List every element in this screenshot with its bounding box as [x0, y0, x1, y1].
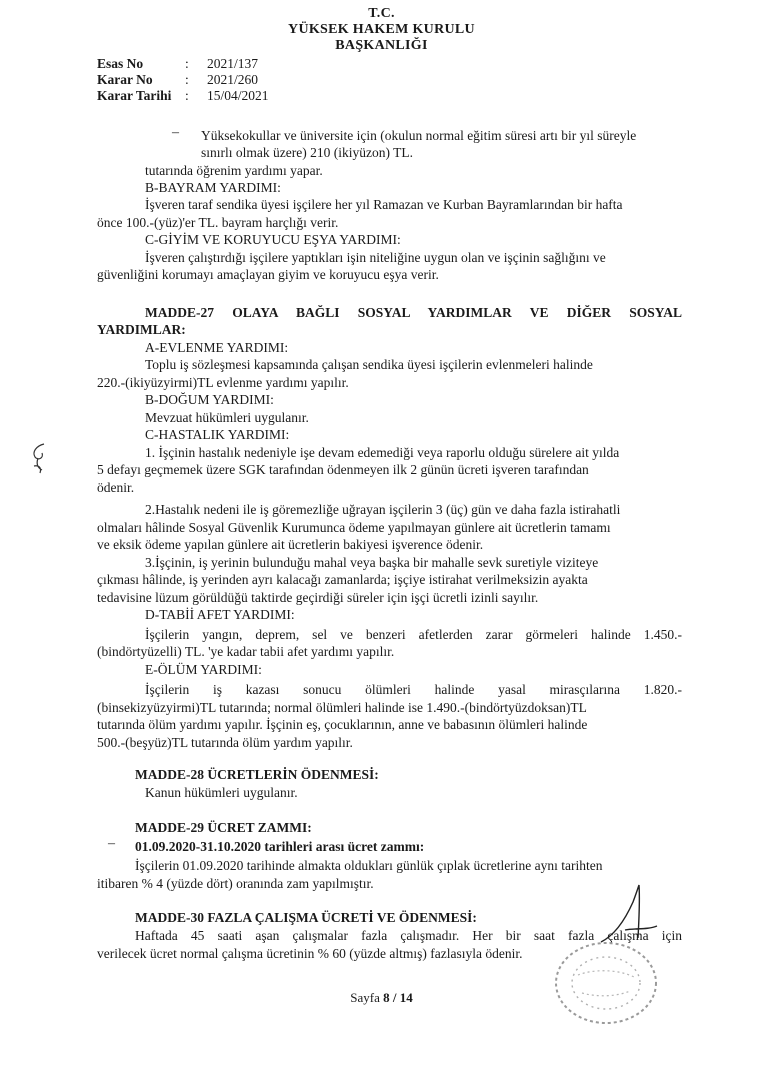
- text-line: 3.İşçinin, iş yerinin bulunduğu mahal veya başka bir mahalle sevk suretiyle viziteye: [145, 555, 599, 570]
- text-line: İşveren taraf sendika üyesi işçilere her yıl Ramazan ve Kurban Bayramlarından bir hafta: [145, 197, 623, 212]
- header-institution: YÜKSEK HAKEM KURULU: [288, 22, 475, 37]
- text-line: Mevzuat hükümleri uygulanır.: [145, 410, 309, 425]
- text-line: 1. İşçinin hastalık nedeniyle işe devam edemediği veya raporlu olduğu sürelere ait yılda: [145, 445, 620, 460]
- article-heading: MADDE-29 ÜCRET ZAMMI:: [135, 820, 312, 835]
- text-line: sınırlı olmak üzere) 210 (ikiyüzon) TL.: [201, 145, 413, 160]
- text-line: tutarında ölüm yardımı yapılır. İşçinin eş, çocuklarının, anne ve babasının ölümleri halinde: [97, 717, 588, 732]
- meta-esas-no: Esas No : 2021/137: [97, 56, 259, 71]
- header-department: BAŞKANLIĞI: [335, 38, 428, 53]
- article-heading: MADDE-27 OLAYA BAĞLI SOSYAL YARDIMLAR VE DİĞER SOSYAL: [145, 305, 682, 320]
- text-line: Haftada 45 saati aşan çalışmalar fazla çalışmadır. Her bir saat fazla çalışma için: [135, 928, 682, 943]
- text-line: (binsekizyüzyirmi)TL tutarında; normal ölümleri halinde ise 1.490.-(bindörtyüzdoksan)TL: [97, 700, 587, 715]
- text-line: İşçilerin yangın, deprem, sel ve benzeri afetlerden zarar görmeleri halinde 1.450.-: [145, 627, 682, 642]
- section-heading: E-ÖLÜM YARDIMI:: [145, 662, 262, 677]
- text-line: olmaları hâlinde Sosyal Güvenlik Kurumunca ödeme yapılmayan günlere ait ücretlerin tamamı: [97, 520, 611, 535]
- text-line: 220.-(ikiyüzyirmi)TL evlenme yardımı yapılır.: [97, 375, 349, 390]
- text-line: 5 defayı geçmemek üzere SGK tarafından ödenmeyen ilk 2 günün ücreti işveren tarafından: [97, 462, 589, 477]
- section-heading: A-EVLENME YARDIMI:: [145, 340, 289, 355]
- case-meta: [97, 56, 269, 104]
- section-heading: 01.09.2020-31.10.2020 tarihleri arası ücret zammı:: [135, 839, 425, 854]
- section-heading: B-BAYRAM YARDIMI:: [145, 180, 281, 195]
- meta-karar-tarihi: Karar Tarihi : 15/04/2021: [97, 88, 269, 103]
- margin-initial-signature: [26, 440, 52, 478]
- text-line: İşveren çalıştırdığı işçilere yaptıkları işin niteliğine uygun olan ve işçinin sağlığını ve: [145, 250, 606, 265]
- official-stamp: [548, 935, 663, 1030]
- text-line: Kanun hükümleri uygulanır.: [145, 785, 298, 800]
- article-heading: MADDE-28 ÜCRETLERİN ÖDENMESİ:: [135, 767, 379, 782]
- text-line: itibaren % 4 (yüzde dört) oranında zam yapılmıştır.: [97, 876, 374, 891]
- text-line: ödenir.: [97, 480, 135, 495]
- text-line: tedavisine lüzum görüldüğü taktirde geçirdiği süreler için işçi ücretli izinli sayılır.: [97, 590, 539, 605]
- list-dash: –: [172, 125, 179, 140]
- article-heading: MADDE-30 FAZLA ÇALIŞMA ÜCRETİ VE ÖDENMESİ:: [135, 910, 477, 925]
- text-line: 500.-(beşyüz)TL tutarında ölüm yardım yapılır.: [97, 735, 353, 750]
- text-line: güvenliğini korumayı amaçlayan giyim ve koruyucu eşya verir.: [97, 267, 439, 282]
- text-line: çıkması hâlinde, iş yerinden ayrı kalacağı zamanlarda; işçiye istirahat verilmeksizin ayakta: [97, 572, 588, 587]
- section-heading: C-HASTALIK YARDIMI:: [145, 427, 290, 442]
- text-line: Toplu iş sözleşmesi kapsamında çalışan sendika üyesi işçilerin evlenmeleri halinde: [145, 357, 593, 372]
- meta-karar-no: Karar No : 2021/260: [97, 72, 259, 87]
- text-line: İşçilerin iş kazası sonucu ölümleri halinde yasal mirasçılarına 1.820.-: [145, 682, 682, 697]
- text-line: İşçilerin 01.09.2020 tarihinde almakta oldukları günlük çıplak ücretlerine aynı tarihten: [135, 858, 603, 873]
- page-number: Sayfa 8 / 14: [350, 990, 413, 1005]
- article-heading: YARDIMLAR:: [97, 322, 186, 337]
- section-heading: C-GİYİM VE KORUYUCU EŞYA YARDIMI:: [145, 232, 401, 247]
- section-heading: D-TABİİ AFET YARDIMI:: [145, 607, 295, 622]
- text-line: 2.Hastalık nedeni ile iş göremezliğe uğrayan işçilerin 3 (üç) gün ve daha fazla istirahatli: [145, 502, 621, 517]
- header-tc: T.C.: [368, 6, 395, 21]
- section-heading: B-DOĞUM YARDIMI:: [145, 392, 274, 407]
- text-line: tutarında öğrenim yardımı yapar.: [145, 163, 323, 178]
- text-line: önce 100.-(yüz)'er TL. bayram harçlığı verir.: [97, 215, 339, 230]
- text-line: ve eksik ödeme yapılan günlere ait ücretlerin bakiyesi işverence ödenir.: [97, 537, 484, 552]
- list-dash: –: [108, 836, 115, 851]
- text-line: Yüksekokullar ve üniversite için (okulun normal eğitim süresi artı bir yıl süreyle: [201, 128, 637, 143]
- text-line: verilecek ücret normal çalışma ücretinin % 60 (yüzde altmış) fazlasıyla ödenir.: [97, 946, 523, 961]
- text-line: (bindörtyüzelli) TL. 'ye kadar tabii afet yardımı yapılır.: [97, 644, 395, 659]
